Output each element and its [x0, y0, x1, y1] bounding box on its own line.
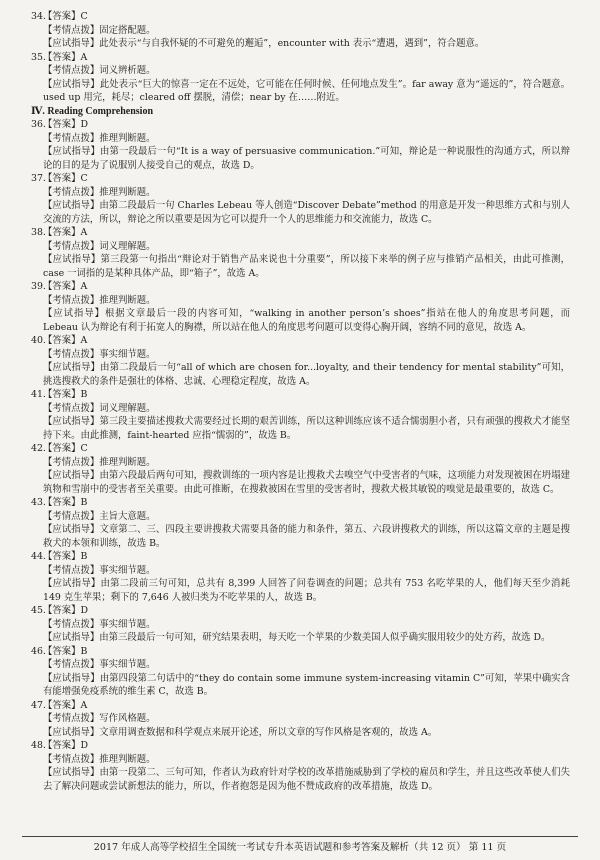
guide-paragraph	[31, 415, 570, 442]
answer-label: 【答案】	[43, 699, 81, 711]
answer-line	[31, 334, 570, 348]
answer-line	[31, 550, 570, 564]
point-label: 【考情点拨】	[43, 713, 100, 724]
point-text: 词义辨析题。	[99, 65, 156, 76]
answer-value: A	[80, 699, 88, 711]
point-text: 推理判断题。	[99, 456, 156, 468]
point-line	[31, 348, 570, 362]
point-line	[31, 64, 570, 78]
answer-line	[31, 496, 570, 510]
guide-paragraph	[31, 361, 570, 388]
answer-label: 【答案】	[43, 645, 81, 657]
answer-value: A	[80, 335, 88, 346]
guide-paragraph	[31, 78, 570, 105]
guide-text: 此处表示“巨大的惊喜一定在不远处，它可能在任何时候、任何地点发生”。far away 意为“遥远的”，符合题意。used up 用完，耗尽；cleared off 摆脱，清偿；near by 在……附近。	[43, 78, 570, 103]
answer-line	[31, 172, 570, 186]
guide-text: 根据文章最后一段的内容可知，“walking in another person’s shoes”指站在他人的角度思考问题，而 Lebeau 认为辩论有利于拓宽人的胸襟，所以站在他人的角度思考问题可以变得心胸开阔，容纳不同的意见，故选 A。	[43, 308, 570, 333]
guide-paragraph	[31, 469, 570, 496]
point-text: 固定搭配题。	[99, 24, 156, 36]
guide-paragraph	[31, 307, 570, 334]
point-text: 写作风格题。	[99, 713, 156, 724]
answer-value: C	[80, 11, 88, 22]
question-number: 36.	[31, 119, 46, 130]
answer-entry	[31, 51, 570, 105]
answer-entry	[31, 172, 570, 226]
point-line	[31, 186, 570, 200]
guide-paragraph	[31, 577, 570, 604]
question-number: 38.	[31, 227, 46, 238]
answer-label: 【答案】	[43, 443, 81, 454]
answer-value: D	[80, 605, 89, 616]
point-line	[31, 294, 570, 308]
answer-value: A	[80, 227, 88, 238]
point-label: 【考情点拨】	[43, 753, 100, 765]
guide-paragraph	[31, 253, 570, 280]
answer-entry	[31, 645, 570, 699]
question-number: 35.	[31, 51, 46, 63]
point-line	[31, 658, 570, 672]
point-label: 【考情点拨】	[43, 659, 100, 670]
answer-entry	[31, 442, 570, 496]
point-text: 事实细节题。	[99, 659, 156, 670]
guide-paragraph	[31, 766, 570, 793]
point-line	[31, 132, 570, 146]
answer-label: 【答案】	[43, 335, 81, 346]
guide-label: 【应试指导】	[43, 308, 105, 319]
answer-line	[31, 51, 570, 65]
question-number: 42.	[31, 443, 46, 454]
answer-label: 【答案】	[43, 11, 81, 22]
guide-label: 【应试指导】	[43, 726, 100, 738]
guide-text: 由第二段最后一句“all of which are chosen for...loyalty, and their tendency for mental stability”可知，挑选搜救犬的条件是强壮的体格、忠诚、心理稳定程度，故选 A。	[43, 362, 570, 387]
guide-label: 【应试指导】	[43, 38, 100, 49]
point-label: 【考情点拨】	[43, 618, 100, 630]
question-number: 41.	[31, 389, 46, 400]
answer-entry	[31, 699, 570, 740]
answer-value: A	[80, 51, 88, 63]
point-text: 事实细节题。	[99, 618, 156, 630]
answer-entry	[31, 550, 570, 604]
point-line	[31, 510, 570, 524]
guide-text: 此处表示“与自我怀疑的不可避免的邂逅”，encounter with 表示“遭遇，遇到”，符合题意。	[99, 38, 485, 49]
point-label: 【考情点拨】	[43, 24, 100, 36]
guide-text: 由第二段最后一句 Charles Lebeau 等人创造“Discover Debate”method 的用意是开发一种思维方式和与别人交流的方法，所以，辩论之所以重要是因为它可以提升一个人的思维能力和交流能力，故选 C。	[43, 200, 570, 225]
answer-line	[31, 699, 570, 713]
point-text: 事实细节题。	[99, 348, 156, 360]
guide-label: 【应试指导】	[43, 200, 100, 211]
guide-paragraph	[31, 523, 570, 550]
point-text: 推理判断题。	[99, 132, 156, 144]
answer-value: B	[80, 645, 88, 657]
guide-text: 第三段主要描述搜救犬需要经过长期的艰苦训练，所以这种训练应该不适合懦弱胆小者，只有顽强的搜救犬才能坚持下来。由此推测，faint-hearted 应指“懦弱的”，故选 B。	[43, 416, 570, 441]
guide-paragraph	[31, 37, 570, 51]
guide-label: 【应试指导】	[43, 146, 100, 157]
guide-label: 【应试指导】	[43, 416, 100, 427]
answer-label: 【答案】	[43, 605, 81, 616]
answer-list-part1	[31, 10, 570, 105]
point-label: 【考情点拨】	[43, 65, 100, 76]
answer-value: B	[80, 551, 88, 562]
guide-label: 【应试指导】	[43, 78, 100, 90]
point-label: 【考情点拨】	[43, 132, 100, 144]
point-label: 【考情点拨】	[43, 294, 100, 306]
answer-entry	[31, 118, 570, 172]
question-number: 40.	[31, 335, 46, 346]
answer-value: B	[80, 497, 88, 508]
point-label: 【考情点拨】	[43, 510, 100, 522]
point-line	[31, 24, 570, 38]
guide-label: 【应试指导】	[43, 767, 100, 778]
answer-line	[31, 604, 570, 618]
answer-label: 【答案】	[43, 497, 81, 508]
point-text: 推理判断题。	[99, 294, 156, 306]
question-number: 46.	[31, 645, 46, 657]
point-line	[31, 712, 570, 726]
answer-entry	[31, 280, 570, 334]
guide-label: 【应试指导】	[43, 362, 101, 373]
point-label: 【考情点拨】	[43, 186, 100, 198]
point-line	[31, 564, 570, 578]
answer-value: D	[80, 740, 89, 751]
guide-label: 【应试指导】	[43, 524, 100, 535]
guide-label: 【应试指导】	[43, 578, 101, 589]
question-number: 39.	[31, 281, 46, 292]
point-label: 【考情点拨】	[43, 348, 100, 360]
guide-text: 第三段第一句指出“辩论对于销售产品来说也十分重要”，所以接下来举的例子应与推销产品相关，由此可推测，case 一词指的是某种具体产品，即“箱子”，故选 A。	[43, 254, 570, 279]
answer-label: 【答案】	[43, 281, 81, 292]
page-footer: 2017 年成人高等学校招生全国统一考试专升本英语试题和参考答案及解析（共 12 页） 第 11 页	[22, 836, 578, 855]
answer-label: 【答案】	[43, 173, 81, 184]
guide-text: 由第二段前三句可知，总共有 8,399 人回答了问卷调查的问题；总共有 753 名吃苹果的人，他们每天至少消耗 149 克生苹果；剩下的 7,646 人被归类为不吃苹果的人，故选 B。	[43, 578, 570, 603]
point-line	[31, 456, 570, 470]
answer-entry	[31, 334, 570, 388]
question-number: 48.	[31, 740, 46, 751]
question-number: 43.	[31, 497, 46, 508]
guide-text: 文章用调查数据和科学观点来展开论述，所以文章的写作风格是客观的，故选 A。	[99, 726, 438, 738]
answer-line	[31, 280, 570, 294]
answer-line	[31, 388, 570, 402]
answer-value: D	[80, 119, 89, 130]
point-text: 词义理解题。	[99, 240, 156, 252]
question-number: 44.	[31, 551, 46, 562]
guide-text: 由第四段第二句话中的“they do contain some immune system-increasing vitamin C”可知，苹果中确实含有能增强免疫系统的维生素 C，故选 B。	[43, 672, 570, 697]
question-number: 45.	[31, 605, 46, 616]
guide-text: 文章第二、三、四段主要讲搜救犬需要具备的能力和条件，第五、六段讲搜救犬的训练，所以这篇文章的主题是搜救犬的本领和训练，故选 B。	[43, 524, 570, 549]
guide-label: 【应试指导】	[43, 470, 100, 481]
answer-entry	[31, 226, 570, 280]
answer-label: 【答案】	[43, 119, 81, 130]
answer-label: 【答案】	[43, 551, 81, 562]
answer-label: 【答案】	[43, 51, 81, 63]
answer-line	[31, 10, 570, 24]
answer-value: C	[80, 443, 88, 454]
point-text: 推理判断题。	[99, 186, 156, 198]
answer-label: 【答案】	[43, 227, 81, 238]
section-heading: Ⅳ. Reading Comprehension	[31, 105, 154, 117]
answer-label: 【答案】	[43, 389, 81, 400]
point-text: 推理判断题。	[99, 753, 156, 765]
answer-entry	[31, 496, 570, 550]
answer-label: 【答案】	[43, 740, 81, 751]
answer-list-part2	[31, 118, 570, 793]
point-label: 【考情点拨】	[43, 402, 100, 414]
answer-line	[31, 645, 570, 659]
point-text: 事实细节题。	[99, 564, 156, 576]
answer-entry	[31, 388, 570, 442]
point-line	[31, 402, 570, 416]
answer-line	[31, 442, 570, 456]
answer-line	[31, 739, 570, 753]
guide-text: 由第一段最后一句“It is a way of persuasive communication.”可知，辩论是一种说服性的沟通方式，所以辩论的目的是为了说服别人接受自己的观点，故选 D。	[43, 146, 570, 171]
point-label: 【考情点拨】	[43, 240, 100, 252]
guide-label: 【应试指导】	[43, 632, 100, 643]
question-number: 47.	[31, 699, 46, 711]
guide-paragraph	[31, 726, 570, 740]
answer-value: A	[80, 281, 88, 292]
point-line	[31, 753, 570, 767]
point-line	[31, 618, 570, 632]
guide-label: 【应试指导】	[43, 672, 100, 684]
guide-text: 由第三段最后一句可知，研究结果表明，每天吃一个苹果的少数美国人似乎确实服用较少的处方药，故选 D。	[99, 632, 551, 643]
question-number: 37.	[31, 173, 46, 184]
guide-text: 由第六段最后两句可知，搜救训练的一项内容是让搜救犬去嗅空气中受害者的气味，这项能力对发现被困在坍塌建筑物和雪崩中的受害者至关重要。由此可推断，在搜救被困在雪里的受害者时，搜救犬极其敏锐的嗅觉是最重要的，故选 C。	[43, 470, 570, 495]
point-label: 【考情点拨】	[43, 456, 100, 468]
answer-entry	[31, 739, 570, 793]
guide-paragraph	[31, 145, 570, 172]
answer-line	[31, 118, 570, 132]
answer-entry	[31, 10, 570, 51]
point-label: 【考情点拨】	[43, 564, 100, 576]
question-number: 34.	[31, 11, 46, 22]
guide-label: 【应试指导】	[43, 254, 101, 265]
point-text: 主旨大意题。	[99, 510, 156, 522]
guide-text: 由第一段第二、三句可知，作者认为政府针对学校的改革措施威胁到了学校的雇员和学生，并且这些改革使人们失去了解决问题或尝试新想法的能力，所以，作者抱怨是因为他不赞成政府的改革措施，故选 D。	[43, 767, 570, 792]
answer-entry	[31, 604, 570, 645]
guide-paragraph	[31, 199, 570, 226]
point-line	[31, 240, 570, 254]
point-text: 词义理解题。	[99, 402, 156, 414]
guide-paragraph	[31, 672, 570, 699]
answer-value: C	[80, 173, 88, 184]
answer-line	[31, 226, 570, 240]
answer-value: B	[80, 389, 88, 400]
guide-paragraph	[31, 631, 570, 645]
